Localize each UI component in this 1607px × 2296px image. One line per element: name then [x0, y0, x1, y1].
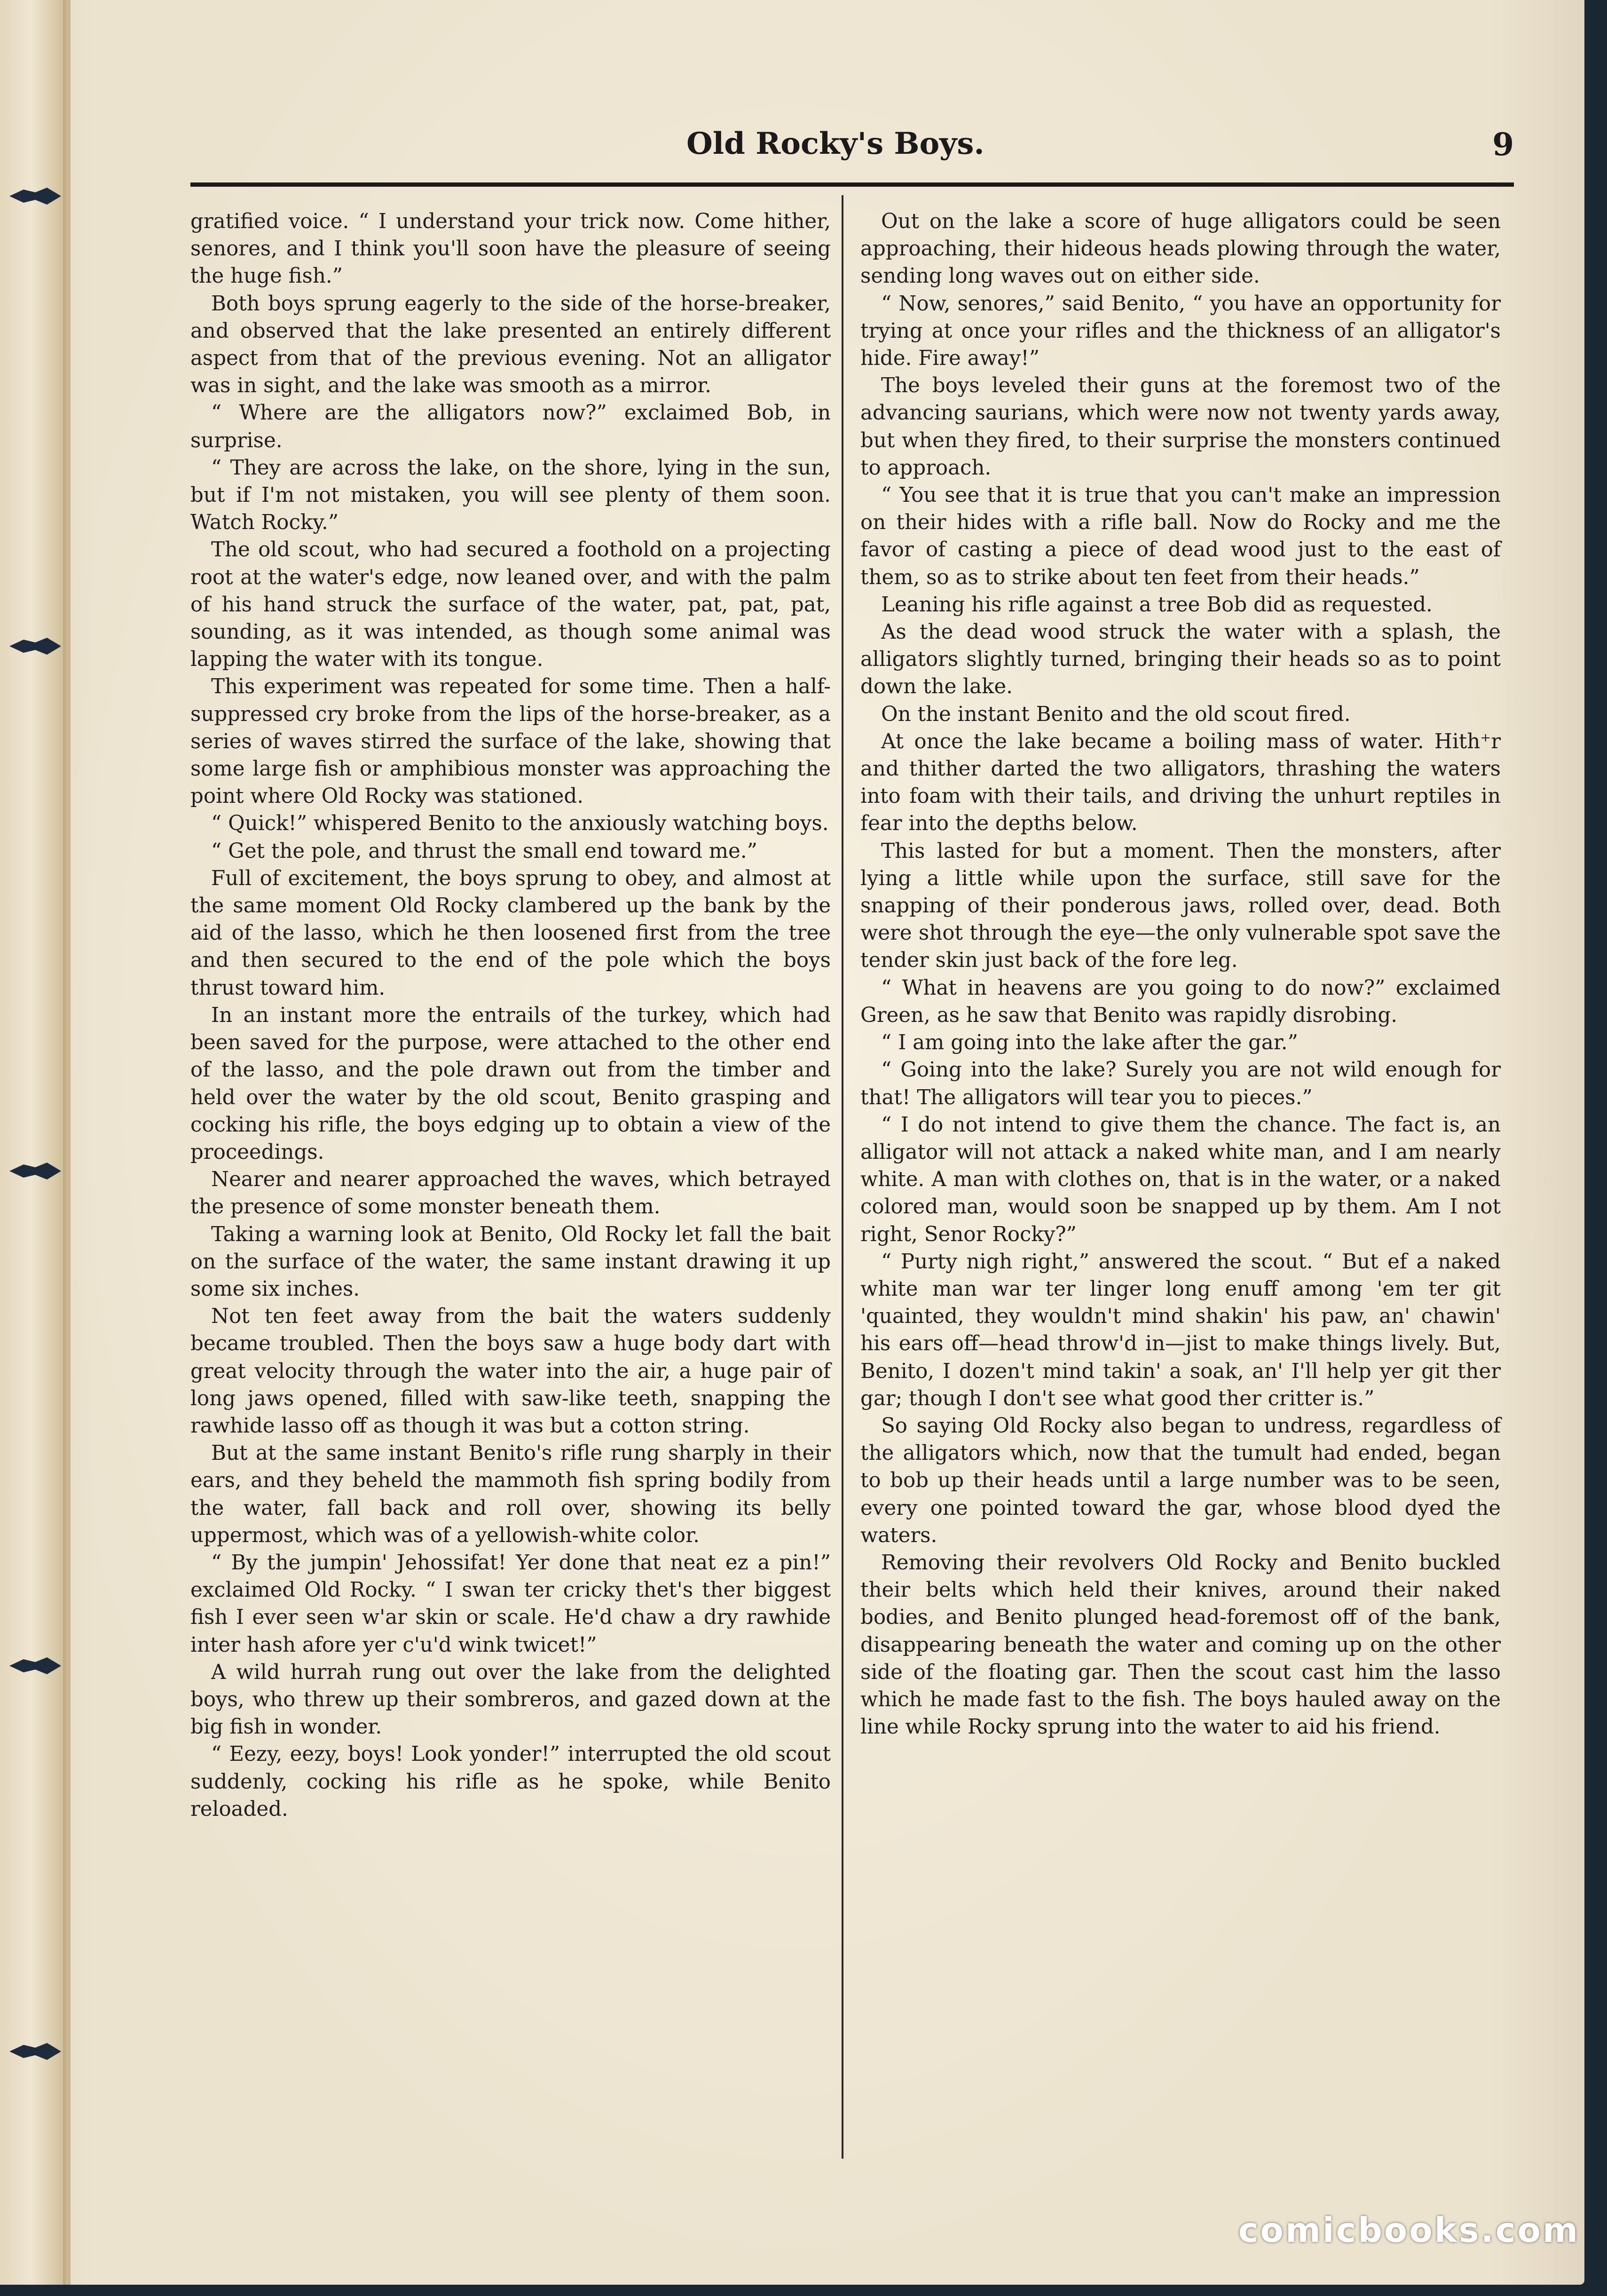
binding-stitch-icon: [9, 1161, 61, 1181]
paragraph: “ What in heavens are you going to do now?” exclaimed Green, as he saw that Benito was rapidly disrobing.: [860, 976, 1501, 1027]
paragraph: “ Where are the alligators now?” exclaimed Bob, in surprise.: [190, 401, 831, 452]
paragraph: “ They are across the lake, on the shore, lying in the sun, but if I'm not mistaken, you will see plenty of them soon. Watch Rocky.”: [190, 456, 831, 535]
paragraph: Out on the lake a score of huge alligators could be seen approaching, their hideous heads plowing through the water, sending long waves out on either side.: [860, 210, 1501, 288]
binding-stitch-icon: [9, 636, 61, 657]
binding-stitch-icon: [9, 2041, 61, 2062]
paragraph: “ You see that it is true that you can't make an impression on their hides with a rifle ball. Now do Rocky and me the favor of casting a piece of dead wood just to the east of them, so as to strike about ten feet from their heads.”: [860, 483, 1501, 589]
paragraph: “ By the jumpin' Jehossifat! Yer done that neat ez a pin!” exclaimed Old Rocky. “ I swan ter cricky thet's ther biggest fish I ever seen w'ar skin or scale. He'd chaw a dry rawhide inter hash afore yer c'u'd wink twicet!”: [190, 1551, 831, 1657]
paragraph: “ Eezy, eezy, boys! Look yonder!” interrupted the old scout suddenly, cocking his rifle as he spoke, while Benito reloaded.: [190, 1742, 831, 1821]
paragraph: So saying Old Rocky also began to undress, regardless of the alligators which, now that the tumult had ended, began to bob up their heads until a large number was to be seen, every one pointed toward the gar, whose blood dyed the waters.: [860, 1414, 1501, 1547]
paragraph: “ Going into the lake? Surely you are not wild enough for that! The alligators will tear you to pieces.”: [860, 1058, 1501, 1109]
watermark-logo: comicbooks.com: [1238, 2210, 1580, 2250]
right-column: [860, 208, 1501, 1741]
paragraph: Full of excitement, the boys sprung to obey, and almost at the same moment Old Rocky clambered up the bank by the aid of the lasso, which he then loosened first from the tree and then secured to the end of the pole which the boys thrust toward him.: [190, 866, 831, 1000]
binding-stitch-icon: [9, 1655, 61, 1676]
paragraph: “ I do not intend to give them the chance. The fact is, an alligator will not attack a naked white man, and I am nearly white. A man with clothes on, that is in the water, or a naked colored man, would soon be snapped up by them. Am I not right, Senor Rocky?”: [860, 1113, 1501, 1246]
paragraph: Not ten feet away from the bait the waters suddenly became troubled. Then the boys saw a huge body dart with great velocity through the water into the air, a huge pair of long jaws opened, filled with saw-like teeth, snapping the rawhide lasso off as though it was but a cotton string.: [190, 1305, 831, 1438]
paragraph: “ Get the pole, and thrust the small end toward me.”: [211, 839, 757, 863]
page-gutter: [0, 0, 71, 2285]
paragraph: Nearer and nearer approached the waves, which betrayed the presence of some monster beneath them.: [190, 1168, 831, 1219]
page-number: 9: [1492, 126, 1514, 163]
binding-stitch-icon: [9, 186, 61, 206]
paragraph: gratified voice. “ I understand your trick now. Come hither, senores, and I think you'll soon have the pleasure of seeing the huge fish.”: [190, 210, 831, 288]
paragraph: Removing their revolvers Old Rocky and Benito buckled their belts which held their knives, around their naked bodies, and Benito plunged head-foremost off of the bank, disappearing beneath the water and coming up on the other side of the floating gar. Then the scout cast him the lasso which he made fast to the fish. The boys hauled away on the line while Rocky sprung into the water to aid his friend.: [860, 1551, 1501, 1739]
paragraph: At once the lake became a boiling mass of water. Hith⁺r and thither darted the two alligators, thrashing the waters into foam with their tails, and driving the unhurt reptiles in fear into the depths below.: [860, 729, 1501, 836]
header-rule: [190, 182, 1514, 187]
paragraph: Taking a warning look at Benito, Old Rocky let fall the bait on the surface of the water, the same instant drawing it up some six inches.: [190, 1222, 831, 1301]
paragraph: “ Purty nigh right,” answered the scout. “ But ef a naked white man war ter linger long enuff among 'em ter git 'quainted, they wouldn't mind shakin' his paw, an' chawin' his ears off—head throw'd in—jist to make things lively. But, Benito, I dozen't mind takin' a soak, an' I'll help yer git ther gar; though I don't see what good ther critter is.”: [860, 1250, 1501, 1410]
paragraph: The boys leveled their guns at the foremost two of the advancing saurians, which were now not twenty yards away, but when they fired, to their surprise the monsters continued to approach.: [860, 374, 1501, 480]
column-divider: [842, 195, 843, 2159]
running-title: Old Rocky's Boys.: [686, 126, 985, 161]
paragraph: As the dead wood struck the water with a splash, the alligators slightly turned, bringing their heads so as to point down the lake.: [860, 620, 1501, 699]
paragraph: This lasted for but a moment. Then the monsters, after lying a little while upon the surface, still save for the snapping of their ponderous jaws, rolled over, dead. Both were shot through the eye—the only vulnerable spot save the tender skin just back of the fore leg.: [860, 839, 1501, 973]
paragraph: “ Quick!” whispered Benito to the anxiously watching boys.: [211, 812, 829, 836]
paragraph: But at the same instant Benito's rifle rung sharply in their ears, and they beheld the mammoth fish spring bodily from the water, fall back and roll over, showing its belly uppermost, which was of a yellowish-white color.: [190, 1441, 831, 1547]
paragraph: This experiment was repeated for some time. Then a half-suppressed cry broke from the lips of the horse-breaker, as a series of waves stirred the surface of the lake, showing that some large fish or amphibious monster was approaching the point where Old Rocky was stationed.: [190, 675, 831, 808]
paragraph: In an instant more the entrails of the turkey, which had been saved for the purpose, were attached to the other end of the lasso, and the pole drawn out from the timber and held over the water by the old scout, Benito grasping and cocking his rifle, the boys edging up to obtain a view of the proceedings.: [190, 1003, 831, 1164]
gutter-fold: [63, 0, 66, 2285]
paragraph: Leaning his rifle against a tree Bob did as requested.: [881, 593, 1433, 617]
paragraph: Both boys sprung eagerly to the side of the horse-breaker, and observed that the lake presented an entirely different aspect from that of the previous evening. Not an alligator was in sight, and the lake was smooth as a mirror.: [190, 292, 831, 398]
paragraph: “ Now, senores,” said Benito, “ you have an opportunity for trying at once your rifles and the thickness of an alligator's hide. Fire away!”: [860, 292, 1501, 371]
paragraph: On the instant Benito and the old scout fired.: [881, 702, 1351, 726]
paragraph: The old scout, who had secured a foothold on a projecting root at the water's edge, now leaned over, and with the palm of his hand struck the surface of the water, pat, pat, pat, sounding, as it was intended, as though some animal was lapping the water with its tongue.: [190, 538, 831, 672]
paragraph: A wild hurrah rung out over the lake from the delighted boys, who threw up their sombreros, and gazed down at the big fish in wonder.: [190, 1660, 831, 1739]
paragraph: “ I am going into the lake after the gar.”: [881, 1031, 1298, 1055]
left-column: [190, 208, 831, 1823]
